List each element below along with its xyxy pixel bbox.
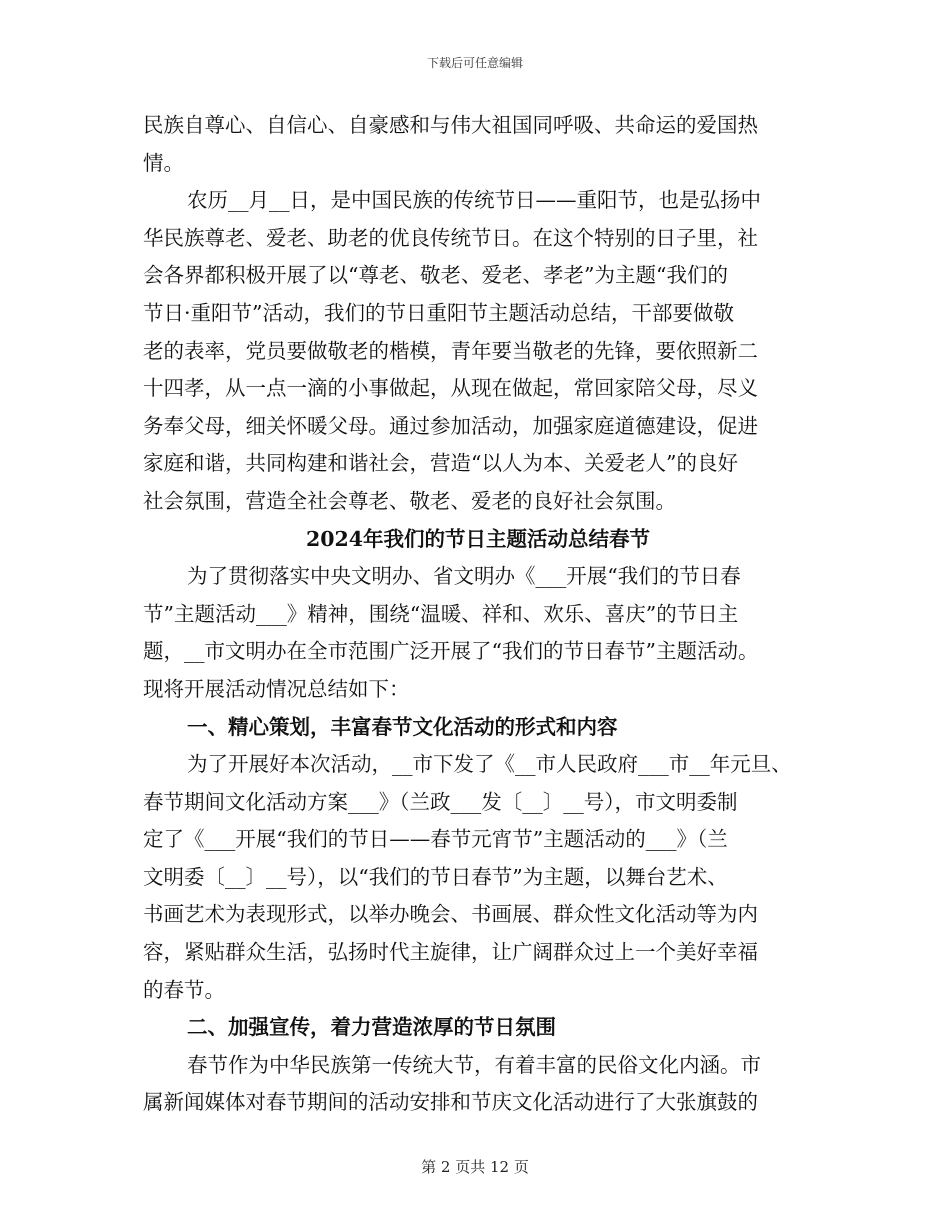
paragraph-line: 文明委〔__〕__号），以“我们的节日春节”为主题，以舞台艺术、 — [143, 864, 728, 889]
paragraph-line: 节日·重阳节”活动，我们的节日重阳节主题活动总结，干部要做敬 — [143, 300, 734, 325]
paragraph-line: 民族自尊心、自信心、自豪感和与伟大祖国同呼吸、共命运的爱国热 — [143, 113, 758, 137]
paragraph-line: 定了《___开展“我们的节日——春节元宵节”主题活动的___》（兰 — [143, 827, 728, 852]
paragraph-line: 的春节。 — [143, 977, 225, 1002]
page-header-note: 下载后可任意编辑 — [426, 56, 523, 70]
section-title: 2024年我们的节日主题活动总结春节 — [305, 526, 651, 551]
paragraph-line: 老的表率，党员要做敬老的楷模，青年要当敬老的先锋，要依照新二 — [143, 338, 758, 363]
document-body — [143, 107, 813, 1122]
paragraph-line: 家庭和谐，共同构建和谐社会，营造“以人为本、关爱老人”的良好 — [143, 451, 738, 476]
paragraph-line: 为了贯彻落实中央文明办、省文明办《___开展“我们的节日春 — [187, 564, 741, 589]
paragraph-line: 春节作为中华民族第一传统大节，有着丰富的民俗文化内涵。市 — [187, 1052, 761, 1077]
paragraph-line: 农历__月__日，是中国民族的传统节日——重阳节，也是弘扬中 — [187, 188, 761, 213]
paragraph-line: 春节期间文化活动方案___》（兰政___发〔__〕__号），市文明委制 — [143, 789, 738, 814]
paragraph-line: 会各界都积极开展了以“尊老、敬老、爱老、孝老”为主题“我们的 — [143, 263, 728, 288]
paragraph-line: 情。 — [143, 150, 184, 175]
paragraph-line: 题，__市文明办在全市范围广泛开展了“我们的节日春节”主题活动。 — [143, 639, 759, 664]
subsection-heading: 一、精心策划，丰富春节文化活动的形式和内容 — [187, 714, 618, 739]
paragraph-line: 华民族尊老、爱老、助老的优良传统节日。在这个特别的日子里，社 — [143, 225, 758, 250]
paragraph-line: 十四孝，从一点一滴的小事做起，从现在做起，常回家陪父母，尽义 — [143, 376, 758, 401]
paragraph-line: 容，紧贴群众生活，弘扬时代主旋律，让广阔群众过上一个美好幸福 — [143, 940, 758, 965]
paragraph-line: 现将开展活动情况总结如下： — [143, 676, 410, 701]
paragraph-line: 书画艺术为表现形式，以举办晚会、书画展、群众性文化活动等为内 — [143, 902, 758, 927]
paragraph-line: 属新闻媒体对春节期间的活动安排和节庆文化活动进行了大张旗鼓的 — [143, 1090, 758, 1115]
paragraph-line: 务奉父母，细关怀暖父母。通过参加活动，加强家庭道德建设，促进 — [143, 413, 758, 438]
page-footer-page-number: 第 2 页共 12 页 — [421, 1158, 529, 1176]
paragraph-line: 为了开展好本次活动，__市下发了《__市人民政府___市__年元旦、 — [187, 752, 792, 777]
subsection-heading: 二、加强宣传，着力营造浓厚的节日氛围 — [187, 1015, 556, 1040]
paragraph-line: 节”主题活动___》精神，围绕“温暖、祥和、欢乐、喜庆”的节日主 — [143, 601, 739, 626]
paragraph-line: 社会氛围，营造全社会尊老、敬老、爱老的良好社会氛围。 — [143, 488, 676, 513]
